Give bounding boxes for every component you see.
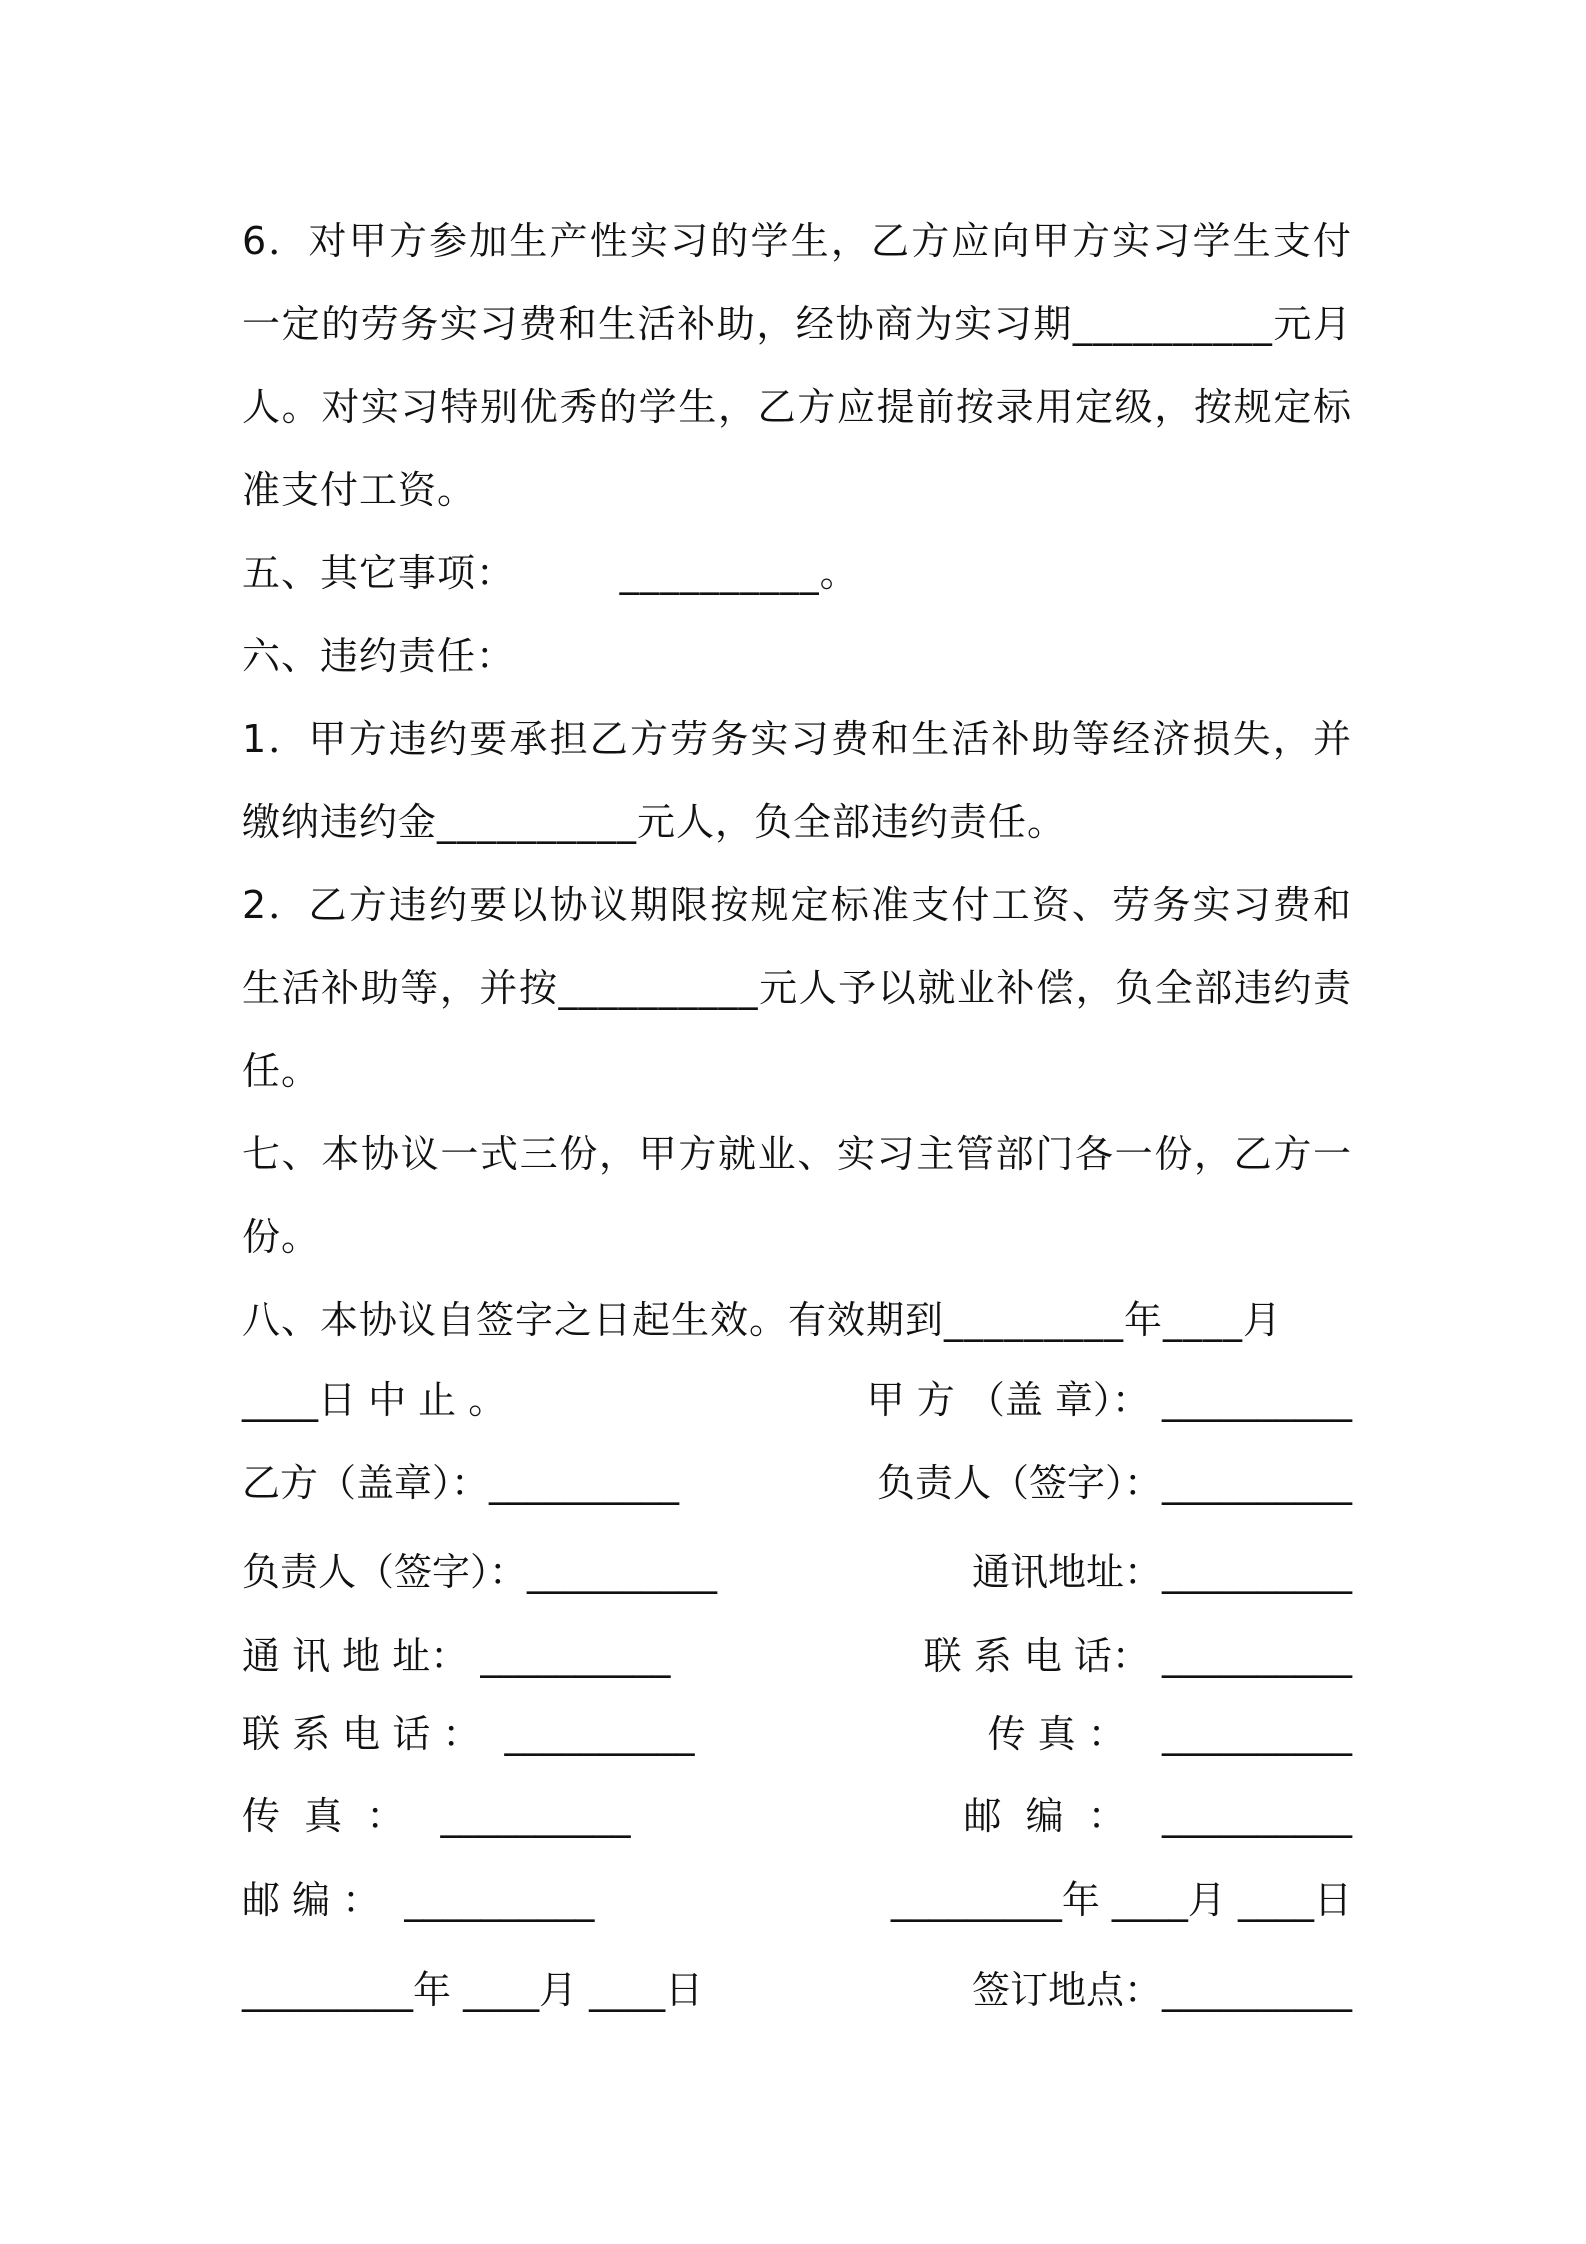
signature-right: 传 真 ： __________: [987, 1712, 1352, 1756]
breach-clause-party-b: 2．乙方违约要以协议期限按规定标准支付工资、劳务实习费和生活补助等，并按__________元人予以就业补偿，负全部违约责任。: [242, 883, 1352, 1093]
signature-left: _________年 ____月 ____日: [242, 1968, 704, 2012]
signature-left: 传 真 ： __________: [242, 1794, 631, 1838]
signature-row: [242, 1626, 1352, 1686]
paragraph-6-internship-pay: 6．对甲方参加生产性实习的学生，乙方应向甲方实习学生支付一定的劳务实习费和生活补助，经协商为实习期__________元月人。对实习特别优秀的学生，乙方应提前按录用定级，按规定标准支付工资。: [242, 219, 1352, 512]
signature-left: 通 讯 地 址： __________: [242, 1634, 671, 1678]
section-8-effective-date: 八、本协议自签字之日起生效。有效期到_________年____月: [242, 1298, 1283, 1342]
section-7-copies: 七、本协议一式三份，甲方就业、实习主管部门各一份，乙方一份。: [242, 1132, 1352, 1259]
signature-left: 邮 编 ： __________: [242, 1878, 595, 1922]
signature-right: 甲 方 （盖 章）： __________: [866, 1378, 1352, 1422]
signature-row: [242, 1870, 1352, 1930]
signature-left: 负责人（签字）：__________: [242, 1550, 718, 1594]
signature-left: 乙方（盖章）：__________: [242, 1461, 680, 1505]
signature-row: [242, 1786, 1352, 1846]
section-6-breach-liability: 六、违约责任：: [242, 634, 516, 678]
signature-row: [242, 1370, 1352, 1430]
signature-row: [242, 1453, 1352, 1513]
section-5-other-matters: 五、其它事项： __________。: [242, 551, 859, 595]
signature-right: 通讯地址：__________: [971, 1550, 1352, 1594]
signature-right: 负责人（签字）：__________: [876, 1461, 1352, 1505]
signature-left: 联 系 电 话 ： __________: [242, 1712, 695, 1756]
document-body: [242, 200, 1352, 1362]
breach-clause-party-a: 1．甲方违约要承担乙方劳务实习费和生活补助等经济损失，并缴纳违约金__________元人，负全部违约责任。: [242, 717, 1352, 844]
signature-row: [242, 1704, 1352, 1764]
signature-left: ____日 中 止 。: [242, 1378, 507, 1422]
signature-right: 邮 编 ： __________: [963, 1794, 1352, 1838]
signature-row: [242, 1542, 1352, 1602]
signature-right: 联 系 电 话： __________: [923, 1634, 1352, 1678]
signature-right: 签订地点：__________: [971, 1968, 1352, 2012]
signature-right: _________年 ____月 ____日: [890, 1878, 1352, 1922]
signature-row: [242, 1960, 1352, 2020]
